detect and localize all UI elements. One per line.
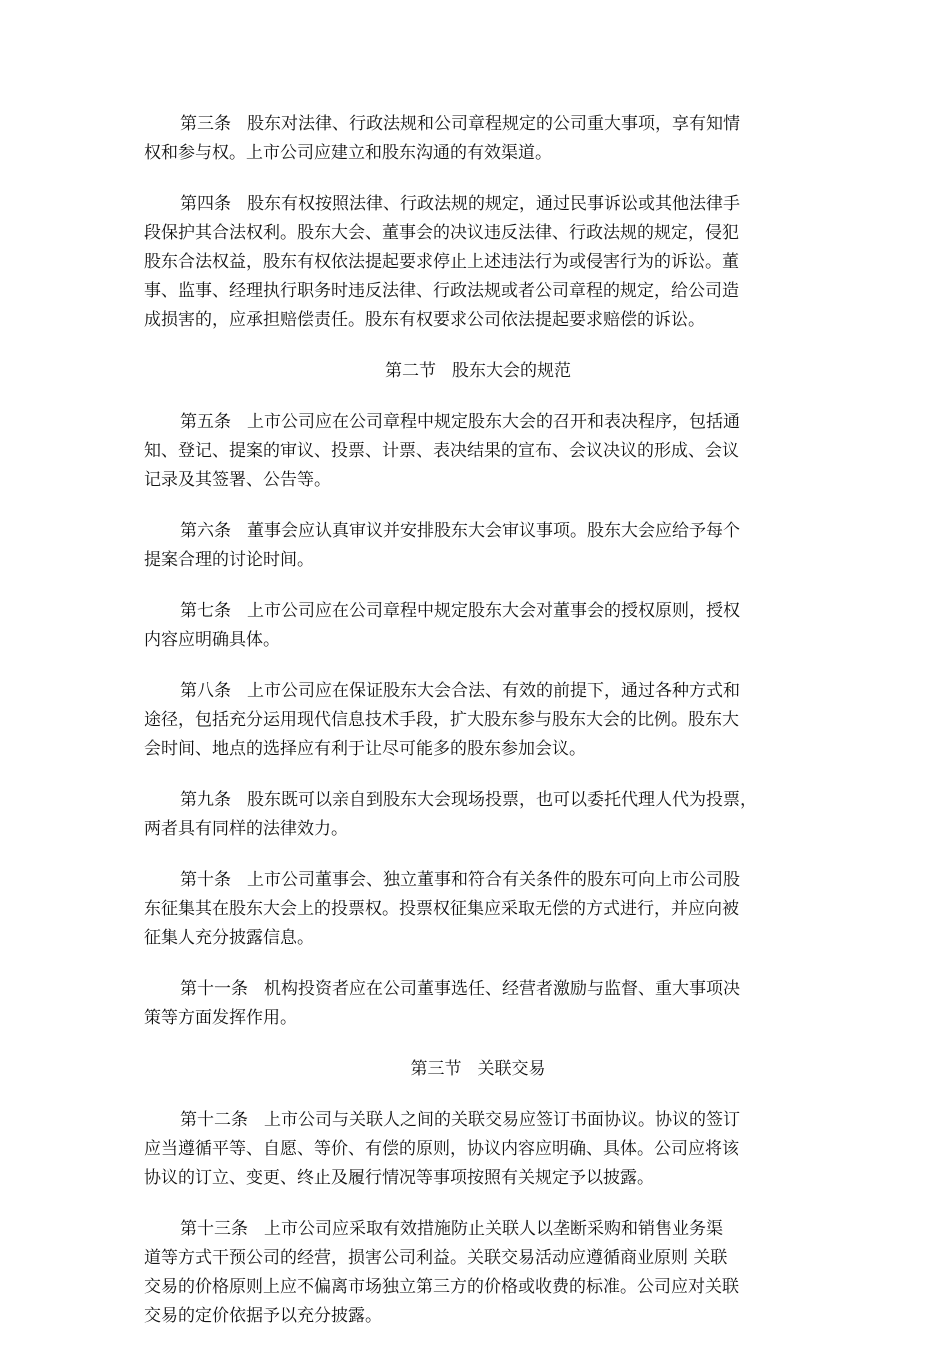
article-line: 事、监事、经理执行职务时违反法律、行政法规或者公司章程的规定，给公司造 <box>144 281 739 301</box>
section-title: 关联交易 <box>477 1059 546 1079</box>
article-text: 上市公司应在公司章程中规定股东大会的召开和表决程序，包括通 <box>247 412 740 432</box>
article-line: 知、登记、提案的审议、投票、计票、表决结果的宣布、会议决议的形成、会议 <box>144 441 739 461</box>
article-number: 第十条 <box>180 870 231 890</box>
article-number: 第三条 <box>180 114 231 134</box>
article-text: 上市公司应采取有效措施防止关联人以垄断采购和销售业务渠 <box>264 1219 723 1239</box>
section-number: 第三节 <box>410 1059 462 1079</box>
article-9 <box>144 786 812 844</box>
article-number: 第十三条 <box>180 1219 248 1239</box>
article-line: 两者具有同样的法律效力。 <box>144 819 348 839</box>
article-line: 应当遵循平等、自愿、等价、有偿的原则，协议内容应明确、具体。公司应将该 <box>144 1139 739 1159</box>
article-7 <box>144 597 812 655</box>
section-number: 第二节 <box>385 361 436 381</box>
article-number: 第九条 <box>180 790 231 810</box>
document-page <box>144 110 812 1353</box>
article-11 <box>144 975 812 1033</box>
article-number: 第七条 <box>180 601 231 621</box>
article-text: 股东有权按照法律、行政法规的规定，通过民事诉讼或其他法律手 <box>247 194 740 214</box>
article-number: 第六条 <box>180 521 231 541</box>
article-text: 上市公司董事会、独立董事和符合有关条件的股东可向上市公司股 <box>247 870 740 890</box>
article-line: 征集人充分披露信息。 <box>144 928 314 948</box>
article-6 <box>144 517 812 575</box>
article-line <box>144 1106 812 1135</box>
article-5 <box>144 408 812 495</box>
article-line: 途径，包括充分运用现代信息技术手段，扩大股东参与股东大会的比例。股东大 <box>144 710 739 730</box>
article-line: 提案合理的讨论时间。 <box>144 550 314 570</box>
article-line <box>144 866 812 895</box>
article-text: 上市公司应在保证股东大会合法、有效的前提下，通过各种方式和 <box>247 681 740 701</box>
article-number: 第四条 <box>180 194 231 214</box>
article-text: 股东对法律、行政法规和公司章程规定的公司重大事项，享有知情 <box>247 114 740 134</box>
article-13 <box>144 1215 812 1331</box>
article-number: 第八条 <box>180 681 231 701</box>
article-text: 上市公司与关联人之间的关联交易应签订书面协议。协议的签订 <box>264 1110 740 1130</box>
article-number: 第五条 <box>180 412 231 432</box>
section-title: 股东大会的规范 <box>452 361 571 381</box>
article-line: 会时间、地点的选择应有利于让尽可能多的股东参加会议。 <box>144 739 586 759</box>
article-4 <box>144 190 812 335</box>
article-line: 协议的订立、变更、终止及履行情况等事项按照有关规定予以披露。 <box>144 1168 654 1188</box>
article-line <box>144 975 812 1004</box>
article-line: 内容应明确具体。 <box>144 630 280 650</box>
article-line: 交易的价格原则上应不偏离市场独立第三方的价格或收费的标准。公司应对关联 <box>144 1277 739 1297</box>
article-line: 成损害的，应承担赔偿责任。股东有权要求公司依法提起要求赔偿的诉讼。 <box>144 310 705 330</box>
article-line <box>144 1215 812 1244</box>
article-line: 策等方面发挥作用。 <box>144 1008 297 1028</box>
section-heading-3 <box>144 1055 812 1084</box>
article-line: 交易的定价依据予以充分披露。 <box>144 1306 382 1326</box>
article-line: 权和参与权。上市公司应建立和股东沟通的有效渠道。 <box>144 143 552 163</box>
article-10 <box>144 866 812 953</box>
article-line <box>144 517 812 546</box>
section-heading-2 <box>144 357 812 386</box>
article-line <box>144 677 812 706</box>
article-number: 第十一条 <box>180 979 248 999</box>
article-number: 第十二条 <box>180 1110 248 1130</box>
article-line: 记录及其签署、公告等。 <box>144 470 331 490</box>
article-8 <box>144 677 812 764</box>
article-line <box>144 786 812 815</box>
article-line: 股东合法权益，股东有权依法提起要求停止上述违法行为或侵害行为的诉讼。董 <box>144 252 739 272</box>
article-12 <box>144 1106 812 1193</box>
article-line: 东征集其在股东大会上的投票权。投票权征集应采取无偿的方式进行，并应向被 <box>144 899 739 919</box>
article-3 <box>144 110 812 168</box>
article-line: 道等方式干预公司的经营，损害公司利益。关联交易活动应遵循商业原则 关联 <box>144 1248 728 1268</box>
article-line: 段保护其合法权利。股东大会、董事会的决议违反法律、行政法规的规定，侵犯 <box>144 223 739 243</box>
article-line <box>144 190 812 219</box>
article-text: 股东既可以亲自到股东大会现场投票，也可以委托代理人代为投票， <box>247 790 757 810</box>
article-text: 机构投资者应在公司董事选任、经营者激励与监督、重大事项决 <box>264 979 740 999</box>
article-line <box>144 597 812 626</box>
article-text: 董事会应认真审议并安排股东大会审议事项。股东大会应给予每个 <box>247 521 740 541</box>
article-text: 上市公司应在公司章程中规定股东大会对董事会的授权原则，授权 <box>247 601 740 621</box>
article-line <box>144 408 812 437</box>
article-line <box>144 110 812 139</box>
